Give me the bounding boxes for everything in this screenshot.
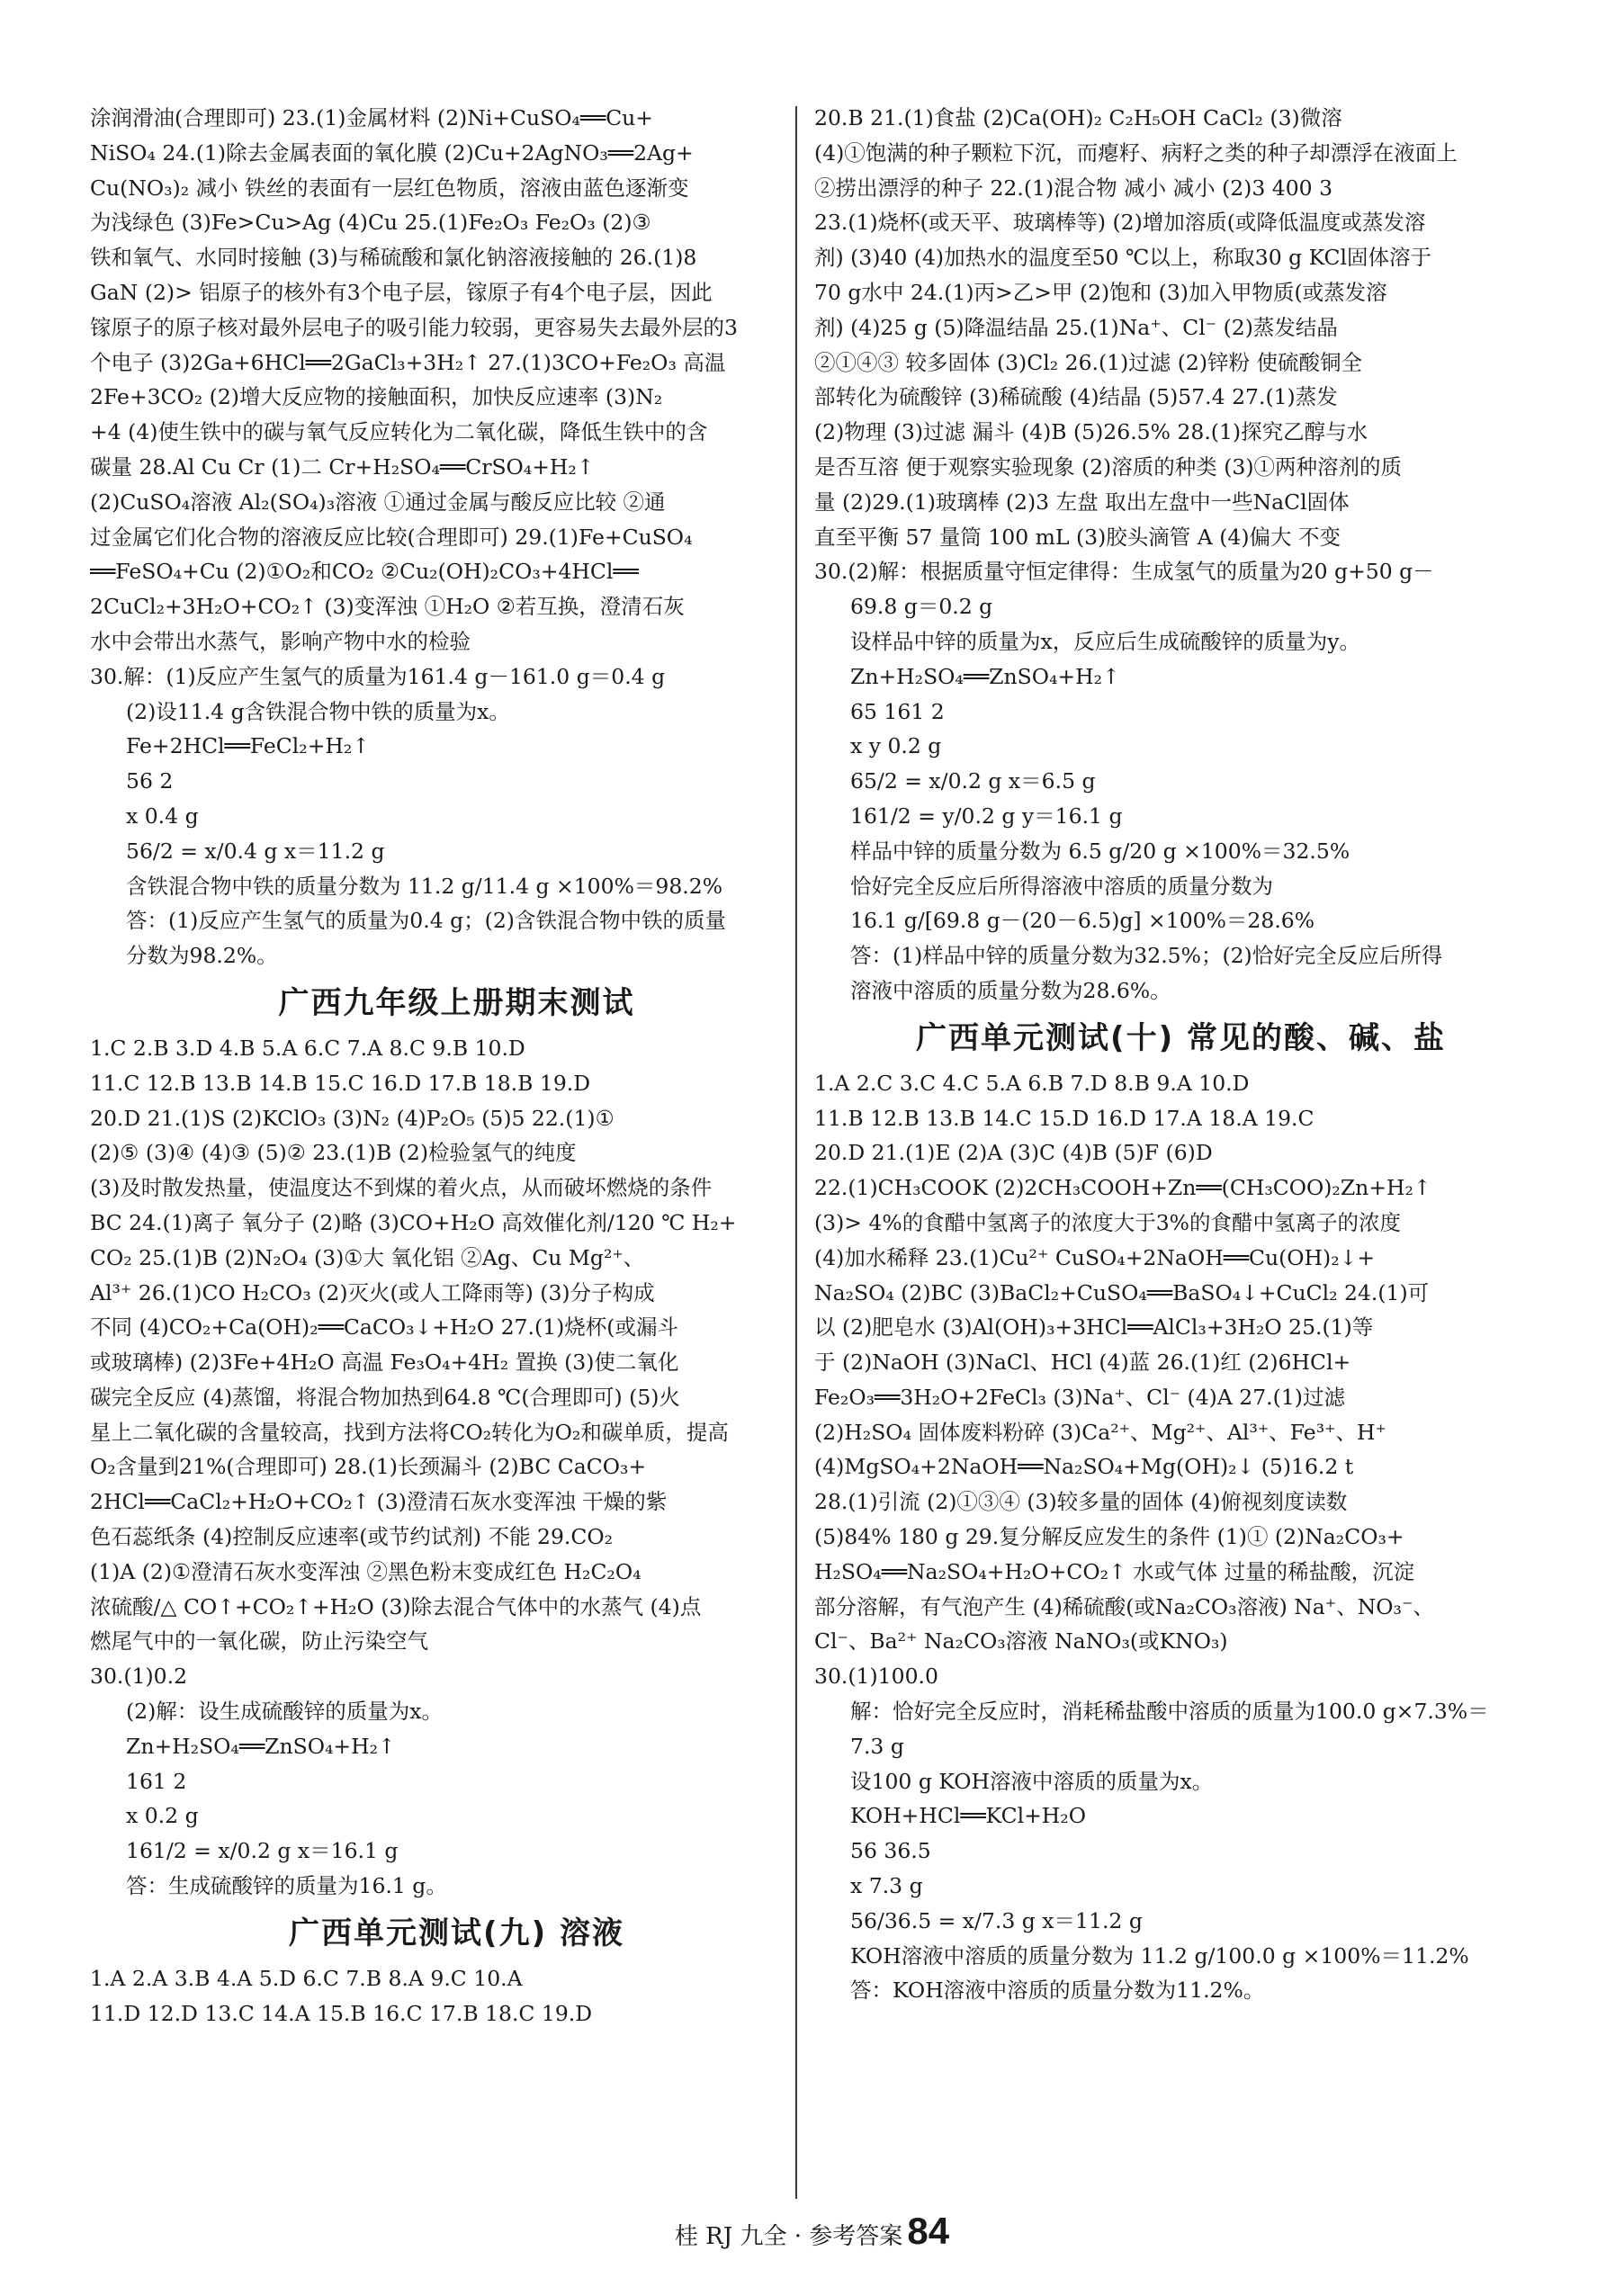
left-answer-line: CO₂ 25.(1)B (2)N₂O₄ (3)①大 氧化铝 ②Ag、Cu Mg²⁺、 (90, 1244, 645, 1270)
right-column (814, 101, 1548, 2008)
right-answer-line: (4)加水稀释 23.(1)Cu²⁺ CuSO₄+2NaOH══Cu(OH)₂↓+ (814, 1244, 1376, 1270)
left-answer-line: 不同 (4)CO₂+Ca(OH)₂══CaCO₃↓+H₂O 27.(1)烧杯(或漏斗 (90, 1314, 678, 1341)
right-solution-line: x y 0.2 g (850, 733, 942, 759)
left-answer-line: 2Fe+3CO₂ (2)增大反应物的接触面积，加快反应速率 (3)N₂ (90, 384, 663, 410)
left-solution-line: 56 2 (126, 768, 174, 794)
left-answer-line: (3)及时散发热量，使温度达不到煤的着火点，从而破坏燃烧的条件 (90, 1175, 713, 1201)
right-answer-line: (3)> 4%的食醋中氢离子的浓度大于3%的食醋中氢离子的浓度 (814, 1209, 1402, 1235)
page-number: 84 (907, 2210, 950, 2252)
right-answer-line: 是否互溶 便于观察实验现象 (2)溶质的种类 (3)①两种溶剂的质 (814, 453, 1402, 480)
right-answer-line: 23.(1)烧杯(或天平、玻璃棒等) (2)增加溶质(或降低温度或蒸发溶 (814, 210, 1426, 236)
right-solution-line: 65 161 2 (850, 698, 945, 724)
right-solution-line: 65/2 = x/0.2 g x＝6.5 g (850, 768, 1096, 794)
left-answer-line: 水中会带出水蒸气，影响产物中水的检验 (90, 628, 471, 654)
left-solution-line: 含铁混合物中铁的质量分数为 11.2 g/11.4 g ×100%＝98.2% (126, 873, 723, 899)
right-solution-line: 恰好完全反应后所得溶液中溶质的质量分数为 (850, 873, 1273, 899)
right-answer-line: ②捞出漂浮的种子 22.(1)混合物 减小 减小 (2)3 400 3 (814, 175, 1333, 201)
right-solution-line: 56 36.5 (850, 1838, 931, 1864)
left-solution-line: 161/2 = x/0.2 g x＝16.1 g (126, 1838, 399, 1864)
left-column (90, 101, 823, 2031)
right-solution-line: KOH溶液中溶质的质量分数为 11.2 g/100.0 g ×100%＝11.2% (850, 1942, 1469, 1969)
right-answer-line: 剂) (4)25 g (5)降温结晶 25.(1)Na⁺、Cl⁻ (2)蒸发结晶 (814, 314, 1338, 340)
left-answer-line: 涂润滑油(合理即可) 23.(1)金属材料 (2)Ni+CuSO₄══Cu+ (90, 105, 653, 130)
section-title: 广西单元测试(十) 常见的酸、碱、盐 (916, 1019, 1446, 1056)
left-answer-line: 铁和氧气、水同时接触 (3)与稀硫酸和氯化钠溶液接触的 26.(1)8 (90, 245, 697, 271)
right-solution-line: 56/36.5 = x/7.3 g x＝11.2 g (850, 1907, 1143, 1933)
right-answer-line: 22.(1)CH₃COOK (2)2CH₃COOH+Zn══(CH₃COO)₂Zn+H₂↑ (814, 1175, 1431, 1201)
right-answer-line: (4)①饱满的种子颗粒下沉，而瘪籽、病籽之类的种子却漂浮在液面上 (814, 139, 1458, 166)
right-solution-line: 7.3 g (850, 1733, 904, 1759)
right-solution-line: x 7.3 g (850, 1873, 923, 1899)
right-solution-line: 样品中锌的质量分数为 6.5 g/20 g ×100%＝32.5% (850, 838, 1350, 864)
right-answer-line: 70 g水中 24.(1)丙>乙>甲 (2)饱和 (3)加入甲物质(或蒸发溶 (814, 279, 1387, 305)
right-solution-line: Zn+H₂SO₄══ZnSO₄+H₂↑ (850, 663, 1120, 689)
right-solution-line: 答：(1)样品中锌的质量分数为32.5%；(2)恰好完全反应后所得 (850, 943, 1443, 969)
right-answer-line: 以 (2)肥皂水 (3)Al(OH)₃+3HCl══AlCl₃+3H₂O 25.(1)等 (814, 1314, 1374, 1341)
left-solution-line: Fe+2HCl══FeCl₂+H₂↑ (126, 733, 370, 759)
right-answer-line: 部分溶解，有气泡产生 (4)稀硫酸(或Na₂CO₃溶液) Na⁺、NO₃⁻、 (814, 1593, 1434, 1619)
right-solution-line: 答：KOH溶液中溶质的质量分数为11.2%。 (850, 1978, 1265, 2004)
right-answer-line: (2)物理 (3)过滤 漏斗 (4)B (5)26.5% 28.(1)探究乙醇与水 (814, 419, 1368, 445)
left-answer-line: 星上二氧化碳的含量较高，找到方法将CO₂转化为O₂和碳单质，提高 (90, 1419, 729, 1445)
left-answer-line: 过金属它们化合物的溶液反应比较(合理即可) 29.(1)Fe+CuSO₄ (90, 524, 693, 550)
left-solution-line: 161 2 (126, 1768, 187, 1794)
right-answer-line: H₂SO₄══Na₂SO₄+H₂O+CO₂↑ 水或气体 过量的稀盐酸，沉淀 (814, 1558, 1415, 1584)
right-solution-line: 69.8 g＝0.2 g (850, 594, 993, 620)
right-solution-line: 161/2 = y/0.2 g y＝16.1 g (850, 803, 1123, 829)
left-answer-line: 11.C 12.B 13.B 14.B 15.C 16.D 17.B 18.B 19.D (90, 1070, 591, 1096)
left-answer-line: 燃尾气中的一氧化碳，防止污染空气 (90, 1628, 428, 1655)
right-answer-line: 1.A 2.C 3.C 4.C 5.A 6.B 7.D 8.B 9.A 10.D (814, 1070, 1250, 1096)
footer-label: 桂 RJ 九全 · 参考答案 (674, 2223, 903, 2250)
left-solution-line: 答：(1)反应产生氢气的质量为0.4 g；(2)含铁混合物中铁的质量 (126, 908, 726, 934)
right-solution-line: 解：恰好完全反应时，消耗稀盐酸中溶质的质量为100.0 g×7.3%＝ (850, 1699, 1489, 1725)
section-title: 广西九年级上册期末测试 (278, 984, 635, 1021)
right-answer-line: Na₂SO₄ (2)BC (3)BaCl₂+CuSO₄══BaSO₄↓+CuCl₂ 24.(1)可 (814, 1279, 1430, 1305)
left-answer-line: 1.A 2.A 3.B 4.A 5.D 6.C 7.B 8.A 9.C 10.A (90, 1965, 523, 1991)
left-answer-line: +4 (4)使生铁中的碳与氧气反应转化为二氧化碳，降低生铁中的含 (90, 419, 708, 445)
left-solution-line: x 0.4 g (126, 803, 199, 829)
right-answer-line: 30.(2)解：根据质量守恒定律得：生成氢气的质量为20 g+50 g－ (814, 559, 1434, 585)
left-answer-line: 碳量 28.Al Cu Cr (1)二 Cr+H₂SO₄══CrSO₄+H₂↑ (90, 453, 595, 480)
left-answer-line: 或玻璃棒) (2)3Fe+4H₂O 高温 Fe₃O₄+4H₂ 置换 (3)使二氧化 (90, 1350, 679, 1376)
section-title: 广西单元测试(九) 溶液 (289, 1915, 624, 1951)
right-solution-line: 溶液中溶质的质量分数为28.6%。 (850, 977, 1171, 1003)
left-answer-line: (1)A (2)①澄清石灰水变浑浊 ②黑色粉末变成红色 H₂C₂O₄ (90, 1558, 642, 1584)
left-solution-line: x 0.2 g (126, 1803, 199, 1829)
left-answer-line: 30.解：(1)反应产生氢气的质量为161.4 g－161.0 g＝0.4 g (90, 663, 666, 689)
right-solution-line: 16.1 g/[69.8 g－(20－6.5)g] ×100%＝28.6% (850, 908, 1315, 934)
right-answer-line: Fe₂O₃══3H₂O+2FeCl₃ (3)Na⁺、Cl⁻ (4)A 27.(1)过滤 (814, 1384, 1345, 1410)
left-answer-line: 11.D 12.D 13.C 14.A 15.B 16.C 17.B 18.C 19.D (90, 2000, 593, 2026)
page-footer (0, 2210, 1624, 2253)
left-answer-line: 碳完全反应 (4)蒸馏，将混合物加热到64.8 ℃(合理即可) (5)火 (90, 1384, 680, 1410)
right-answer-line: ②①④③ 较多固体 (3)Cl₂ 26.(1)过滤 (2)锌粉 使硫酸铜全 (814, 349, 1363, 375)
left-answer-line: (2)CuSO₄溶液 Al₂(SO₄)₃溶液 ①通过金属与酸反应比较 ②通 (90, 489, 666, 515)
right-solution-line: KOH+HCl══KCl+H₂O (850, 1803, 1086, 1829)
left-answer-line: 20.D 21.(1)S (2)KClO₃ (3)N₂ (4)P₂O₅ (5)5 22.(1)① (90, 1105, 615, 1131)
left-answer-line: GaN (2)> 铝原子的核外有3个电子层，镓原子有4个电子层，因此 (90, 279, 713, 305)
left-answer-line: 2CuCl₂+3H₂O+CO₂↑ (3)变浑浊 ①H₂O ②若互换，澄清石灰 (90, 594, 685, 620)
left-answer-line: Al³⁺ 26.(1)CO H₂CO₃ (2)灭火(或人工降雨等) (3)分子构成 (90, 1279, 655, 1305)
left-answer-line: NiSO₄ 24.(1)除去金属表面的氧化膜 (2)Cu+2AgNO₃══2Ag+ (90, 139, 694, 166)
left-answer-line: Cu(NO₃)₂ 减小 铁丝的表面有一层红色物质，溶液由蓝色逐渐变 (90, 175, 689, 201)
left-solution-line: (2)解：设生成硫酸锌的质量为x。 (126, 1699, 444, 1725)
left-answer-line: 为浅绿色 (3)Fe>Cu>Ag (4)Cu 25.(1)Fe₂O₃ Fe₂O₃ (2)③ (90, 210, 651, 236)
right-answer-line: 部转化为硫酸锌 (3)稀硫酸 (4)结晶 (5)57.4 27.(1)蒸发 (814, 384, 1338, 410)
left-answer-line: 个电子 (3)2Ga+6HCl══2GaCl₃+3H₂↑ 27.(1)3CO+Fe₂O₃ 高温 (90, 349, 726, 375)
left-answer-line: 浓硫酸/△ CO↑+CO₂↑+H₂O (3)除去混合气体中的水蒸气 (4)点 (90, 1593, 702, 1619)
right-answer-line: 直至平衡 57 量筒 100 mL (3)胶头滴管 A (4)偏大 不变 (814, 524, 1341, 550)
left-answer-line: 镓原子的原子核对最外层电子的吸引能力较弱，更容易失去最外层的3 (90, 314, 738, 340)
left-solution-line: 56/2 = x/0.4 g x＝11.2 g (126, 838, 385, 864)
right-answer-line: (2)H₂SO₄ 固体废料粉碎 (3)Ca²⁺、Mg²⁺、Al³⁺、Fe³⁺、H⁺ (814, 1419, 1386, 1445)
left-answer-line: O₂含量到21%(合理即可) 28.(1)长颈漏斗 (2)BC CaCO₃+ (90, 1454, 647, 1480)
left-solution-line: (2)设11.4 g含铁混合物中铁的质量为x。 (126, 698, 510, 724)
right-answer-line: 28.(1)引流 (2)①③④ (3)较多量的固体 (4)俯视刻度读数 (814, 1489, 1348, 1515)
left-answer-line: BC 24.(1)离子 氧分子 (2)略 (3)CO+H₂O 高效催化剂/120 ℃ H₂+ (90, 1209, 737, 1235)
right-answer-line: 量 (2)29.(1)玻璃棒 (2)3 左盘 取出左盘中一些NaCl固体 (814, 489, 1350, 515)
left-solution-line: Zn+H₂SO₄══ZnSO₄+H₂↑ (126, 1733, 396, 1759)
left-answer-line: 色石蕊纸条 (4)控制反应速率(或节约试剂) 不能 29.CO₂ (90, 1524, 614, 1550)
right-answer-line: 30.(1)100.0 (814, 1664, 938, 1690)
right-solution-line: 设100 g KOH溶液中溶质的质量为x。 (850, 1768, 1214, 1794)
right-solution-line: 设样品中锌的质量为x，反应后生成硫酸锌的质量为y。 (850, 628, 1361, 654)
column-divider (795, 106, 797, 2199)
right-answer-line: 剂) (3)40 (4)加热水的温度至50 ℃以上，称取30 g KCl固体溶于 (814, 245, 1432, 271)
left-answer-line: 30.(1)0.2 (90, 1664, 188, 1690)
right-answer-line: 20.D 21.(1)E (2)A (3)C (4)B (5)F (6)D (814, 1140, 1213, 1166)
right-answer-line: 20.B 21.(1)食盐 (2)Ca(OH)₂ C₂H₅OH CaCl₂ (3)微溶 (814, 105, 1342, 130)
left-answer-line: 1.C 2.B 3.D 4.B 5.A 6.C 7.A 8.C 9.B 10.D (90, 1035, 525, 1061)
left-solution-line: 答：生成硫酸锌的质量为16.1 g。 (126, 1873, 447, 1899)
left-answer-line: ══FeSO₄+Cu (2)①O₂和CO₂ ②Cu₂(OH)₂CO₃+4HCl══ (90, 559, 639, 585)
left-answer-line: (2)⑤ (3)④ (4)③ (5)② 23.(1)B (2)检验氢气的纯度 (90, 1140, 577, 1166)
left-solution-line: 分数为98.2%。 (126, 943, 278, 969)
right-answer-line: Cl⁻、Ba²⁺ Na₂CO₃溶液 NaNO₃(或KNO₃) (814, 1628, 1228, 1655)
right-answer-line: 11.B 12.B 13.B 14.C 15.D 16.D 17.A 18.A 19.C (814, 1105, 1314, 1131)
right-answer-line: (4)MgSO₄+2NaOH══Na₂SO₄+Mg(OH)₂↓ (5)16.2 t (814, 1454, 1354, 1480)
right-answer-line: (5)84% 180 g 29.复分解反应发生的条件 (1)① (2)Na₂CO₃+ (814, 1524, 1404, 1550)
right-answer-line: 于 (2)NaOH (3)NaCl、HCl (4)蓝 26.(1)红 (2)6HCl+ (814, 1350, 1351, 1376)
left-answer-line: 2HCl══CaCl₂+H₂O+CO₂↑ (3)澄清石灰水变浑浊 干燥的紫 (90, 1489, 668, 1515)
